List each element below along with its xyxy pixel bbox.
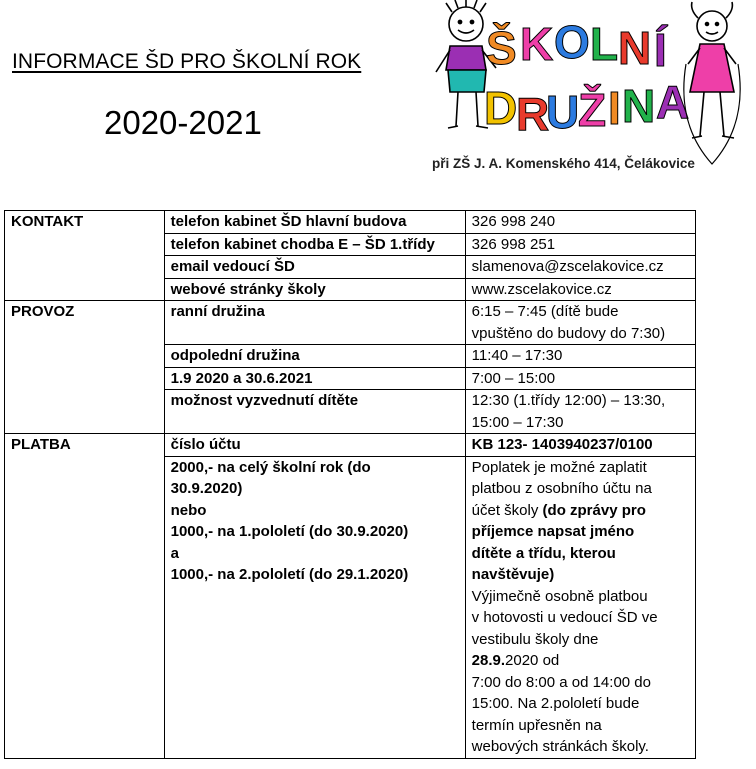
svg-text:Ž: Ž xyxy=(578,84,607,136)
svg-text:N: N xyxy=(618,22,652,74)
row-value: 326 998 251 xyxy=(465,233,695,256)
logo-subtitle: při ZŠ J. A. Komenského 414, Čelákovice xyxy=(432,156,695,171)
row-label: webové stránky školy xyxy=(164,278,465,301)
account-number: KB 123- 1403940237/0100 xyxy=(465,434,695,457)
svg-text:L: L xyxy=(590,18,619,70)
svg-text:K: K xyxy=(520,18,554,70)
row-label: 1.9 2020 a 30.6.2021 xyxy=(164,367,465,390)
svg-text:A: A xyxy=(656,76,690,128)
row-value: 7:00 – 15:00 xyxy=(465,367,695,390)
payment-info-text: Poplatek je možné zaplatit platbou z osobního účtu na účet školy xyxy=(471,458,652,519)
row-label: telefon kabinet chodba E – ŠD 1.třídy xyxy=(164,233,465,256)
payment-date-bold: 28.9. xyxy=(471,652,506,669)
row-label: možnost vyzvednutí dítěte xyxy=(164,390,465,434)
document-title: INFORMACE ŠD PRO ŠKOLNÍ ROK xyxy=(12,50,362,73)
table-row xyxy=(5,434,696,457)
row-label: ranní družina xyxy=(164,301,465,345)
payment-info-text: 2020 od 7:00 do 8:00 a od 14:00 do 15:00. Na 2.pololetí bude termín upřesněn na webových stránkách školy. xyxy=(471,652,651,755)
svg-text:I: I xyxy=(608,82,621,134)
payment-info-text: Výjimečně osobně platbou v hotovosti u vedoucí ŠD ve vestibulu školy dne xyxy=(471,587,658,648)
row-value: 6:15 – 7:45 (dítě bude vpuštěno do budovy do 7:30) xyxy=(465,301,695,345)
fees-text: 2000,- na celý školní rok (do 30.9.2020) nebo 1000,- na 1.pololetí (do 30.9.2020) a 1000,- na 2.pololetí (do 29.1.2020) xyxy=(164,456,465,758)
section-platba: PLATBA xyxy=(5,434,165,759)
table-row xyxy=(5,211,696,234)
payment-info xyxy=(465,456,695,758)
row-label: odpolední družina xyxy=(164,345,465,368)
skolni-druzina-logo xyxy=(428,0,756,178)
school-year: 2020-2021 xyxy=(104,104,262,141)
website-link[interactable]: www.zscelakovice.cz xyxy=(465,278,695,301)
row-label: email vedoucí ŠD xyxy=(164,256,465,279)
section-kontakt: KONTAKT xyxy=(5,211,165,301)
row-value: 326 998 240 xyxy=(465,211,695,234)
svg-text:Í: Í xyxy=(654,24,667,76)
row-label: číslo účtu xyxy=(164,434,465,457)
svg-text:N: N xyxy=(622,80,656,132)
girl-drawing-icon xyxy=(684,2,740,164)
logo-word-1: Š xyxy=(486,22,517,74)
email-link[interactable]: slamenova@zscelakovice.cz xyxy=(465,256,695,279)
logo-word-2: D xyxy=(484,82,518,134)
table-row xyxy=(5,301,696,345)
svg-text:R: R xyxy=(516,88,550,140)
row-value: 11:40 – 17:30 xyxy=(465,345,695,368)
row-label: telefon kabinet ŠD hlavní budova xyxy=(164,211,465,234)
svg-text:U: U xyxy=(546,86,580,138)
info-table xyxy=(4,210,696,759)
svg-text:O: O xyxy=(554,16,590,68)
section-provoz: PROVOZ xyxy=(5,301,165,434)
row-value: 12:30 (1.třídy 12:00) – 13:30, 15:00 – 17:30 xyxy=(465,390,695,434)
payment-note-bold: (do zprávy pro příjemce napsat jméno dítěte a třídu, kterou navštěvuje) xyxy=(471,501,646,583)
